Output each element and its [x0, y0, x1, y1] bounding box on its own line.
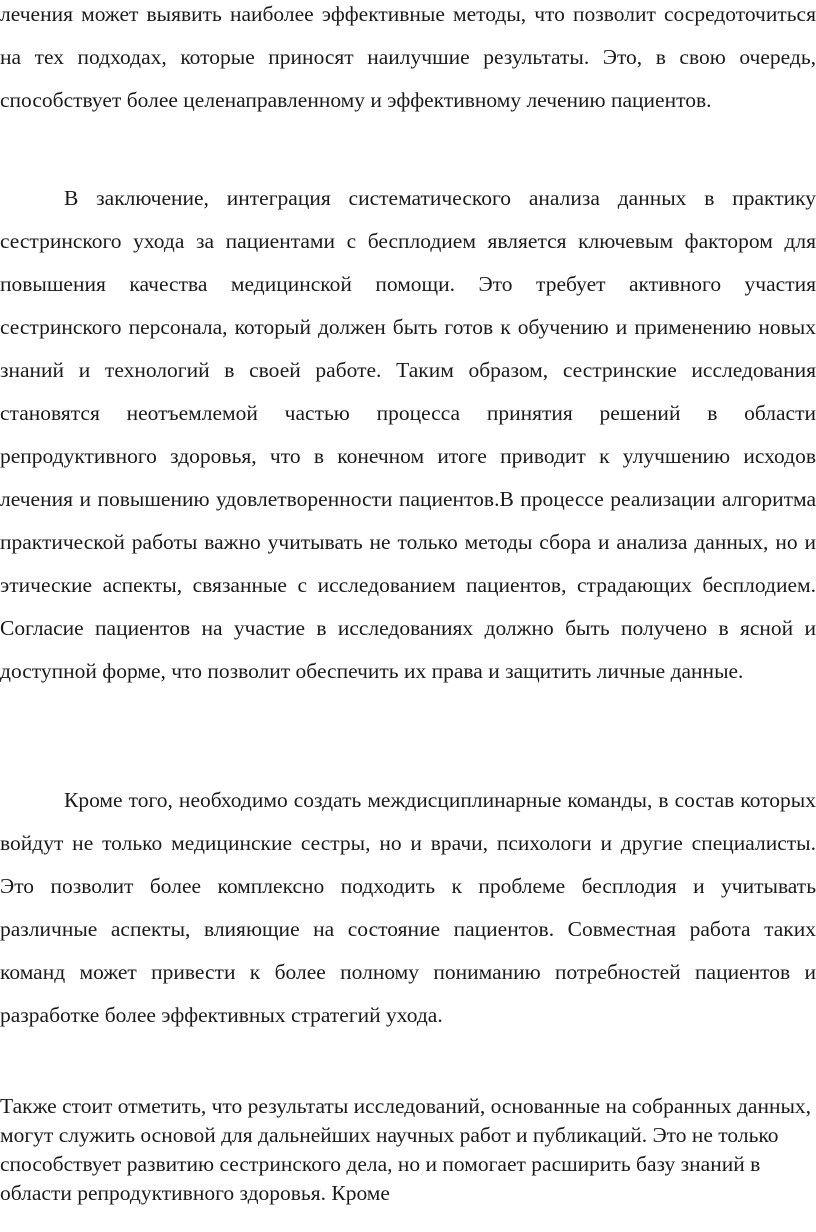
paragraph-interdisciplinary-teams: Кроме того, необходимо создать междисциплинарные команды, в состав которых войдут не только медицинские сестры, но и врачи, психологи и другие специалисты. Это позволит более комплексно подходить к проблеме бесплодия и учитывать различные аспекты, влияющие на состояние пациентов. Совместная работа таких команд может привести к более полному пониманию потребностей пациентов и разработке более эффективных стратегий ухода. [0, 788, 816, 1027]
paragraph-continuation: лечения может выявить наиболее эффективные методы, что позволит сосредоточиться на тех подходах, которые приносят наилучшие результаты. Это, в свою очередь, способствует более целенаправленному и эффективному лечению пациентов. [0, 2, 816, 112]
paragraph-research-results: Также стоит отметить, что результаты исследований, основанные на собранных данных, могут служить основой для дальнейших научных работ и публикаций. Это не только способствует развитию сестринского дела, но и помогает расширить базу знаний в области репродуктивного здоровья. Кроме [0, 1094, 812, 1205]
paragraph-conclusion: В заключение, интеграция систематического анализа данных в практику сестринского ухода за пациентами с бесплодием является ключевым фактором для повышения качества медицинской помощи. Это требует активного участия сестринского персонала, который должен быть готов к обучению и применению новых знаний и технологий в своей работе. Таким образом, сестринские исследования становятся неотъемлемой частью процесса принятия решений в области репродуктивного здоровья, что в конечном итоге приводит к улучшению исходов лечения и повышению удовлетворенности пациентов.В процессе реализации алгоритма практической работы важно учитывать не только методы сбора и анализа данных, но и этические аспекты, связанные с исследованием пациентов, страдающих бесплодием. Согласие пациентов на участие в исследованиях должно быть получено в ясной и доступной форме, что позволит обеспечить их права и защитить личные данные. [0, 186, 816, 683]
